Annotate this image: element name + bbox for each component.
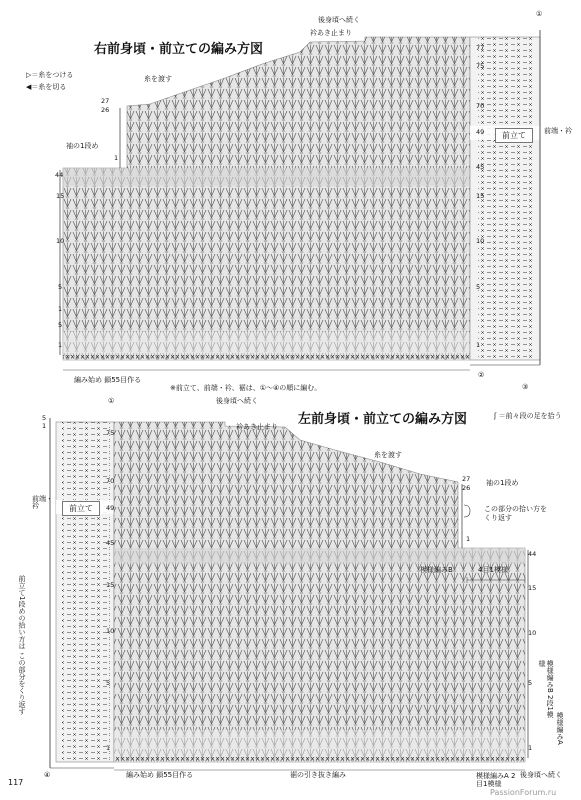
- top-label-collar-end: 衿あき止まり: [310, 29, 352, 37]
- bottom-circle-1: ①: [108, 397, 115, 405]
- bottom-label-four-sts: 4目1模様: [478, 566, 508, 574]
- bottom-circle-4: ④: [44, 771, 51, 779]
- row-number: 75: [476, 62, 485, 70]
- hook-icon: ʃ: [494, 412, 497, 420]
- top-label-sleeve-row1: 袖の1段め: [66, 142, 99, 150]
- row-number: 5: [58, 283, 63, 291]
- row-number: 15: [106, 581, 115, 589]
- row-number: 1: [476, 341, 481, 349]
- row-number: 77: [476, 44, 485, 52]
- bottom-label-pickup-repeat: この部分の拾い方を くり返す: [484, 505, 547, 523]
- row-number: 1: [106, 744, 111, 752]
- row-number: 26: [101, 106, 110, 114]
- top-label-front-edge-collar: 前端・衿: [544, 127, 572, 135]
- top-label-note: ※前立て、前端・衿、裾は、①〜④の順に編む。: [170, 384, 322, 392]
- row-number: 10: [106, 627, 115, 635]
- bottom-diagram-title: 左前身頃・前立ての編み方図: [298, 412, 468, 427]
- watermark: PassionForum.ru: [490, 788, 557, 797]
- bottom-label-start: 編み始め 鎖55目作る: [126, 771, 194, 779]
- row-number: 45: [106, 539, 115, 547]
- bottom-label-back-continue-bottom: 後身頃へ続く: [520, 771, 562, 779]
- row-number: 5: [106, 679, 111, 687]
- bottom-label-sleeve-row1: 袖の1段め: [486, 479, 519, 487]
- row-number: 5: [528, 679, 533, 687]
- top-circle-1: ①: [536, 10, 543, 18]
- top-label-start: 編み始め 鎖55目作る: [74, 376, 142, 384]
- row-number: 27: [101, 97, 110, 105]
- bottom-label-pattern-b: 模様編みB: [420, 566, 453, 574]
- row-number: 15: [528, 584, 537, 592]
- bottom-label-placket: 前立て: [62, 501, 100, 516]
- row-number: 10: [528, 629, 537, 637]
- row-number: 10: [56, 237, 65, 245]
- row-number: 44: [528, 550, 537, 558]
- row-number: 1: [528, 744, 533, 752]
- bottom-hem-row: [114, 757, 525, 762]
- bottom-label-collar-end: 衿あき止まり: [236, 423, 278, 431]
- row-number: 75: [106, 429, 115, 437]
- bottom-placket-stitches: [62, 422, 110, 762]
- row-number: 44: [55, 171, 64, 179]
- bottom-label-hem: 裾の引き抜き編み: [290, 771, 346, 779]
- row-number: 1: [42, 422, 47, 430]
- row-number: 5: [42, 414, 47, 422]
- bottom-label-pattern-a: 模様編みA: [556, 712, 565, 745]
- attach-yarn-icon: ▷: [26, 71, 32, 79]
- legend-attach-yarn: ▷＝糸をつける: [26, 71, 74, 79]
- row-number: 5: [58, 321, 63, 329]
- row-number: 70: [476, 102, 485, 110]
- row-number: 45: [476, 163, 485, 171]
- row-number: 49: [476, 128, 485, 136]
- bottom-label-front-edge-collar: 前端・衿: [32, 495, 53, 510]
- row-number: 27: [462, 475, 471, 483]
- row-number: 26: [462, 484, 471, 492]
- bottom-label-left-vertical: 前立て1段めの拾い方は この部分をくり返す: [18, 575, 27, 715]
- row-number: 5: [476, 283, 481, 291]
- top-circle-2: ②: [478, 371, 485, 379]
- bottom-label-pattern-a-bottom: 模様編みA 2目1模様: [476, 772, 516, 789]
- row-number: 15: [56, 192, 65, 200]
- row-number: 1: [58, 305, 63, 313]
- top-label-placket: 前立て: [495, 128, 533, 143]
- bottom-label-back-continue: 後身頃へ続く: [216, 397, 258, 405]
- top-diagram-title: 右前身頃・前立ての編み方図: [94, 42, 264, 57]
- top-circle-3: ③: [522, 383, 529, 391]
- row-number: 1: [58, 341, 63, 349]
- page-number: 117: [8, 778, 24, 787]
- bottom-label-pass-yarn: 糸を渡す: [374, 451, 402, 459]
- cut-yarn-icon: ◀: [26, 83, 32, 91]
- row-number: 1: [466, 535, 471, 543]
- legend-pickup: ʃ ＝前々段の足を拾う: [494, 412, 562, 420]
- top-label-back-continue: 後身頃へ続く: [318, 16, 360, 24]
- row-number: 15: [476, 192, 485, 200]
- row-number: 49: [106, 504, 115, 512]
- top-label-pass-yarn: 糸を渡す: [144, 75, 172, 83]
- legend-cut-yarn: ◀＝糸を切る: [26, 83, 67, 91]
- row-number: 10: [476, 237, 485, 245]
- row-number: 70: [106, 477, 115, 485]
- row-number: 1: [114, 154, 119, 162]
- bottom-sleeve-band: [114, 548, 525, 564]
- bottom-label-pattern-b2: 模様編みB 2段1模様: [538, 660, 555, 718]
